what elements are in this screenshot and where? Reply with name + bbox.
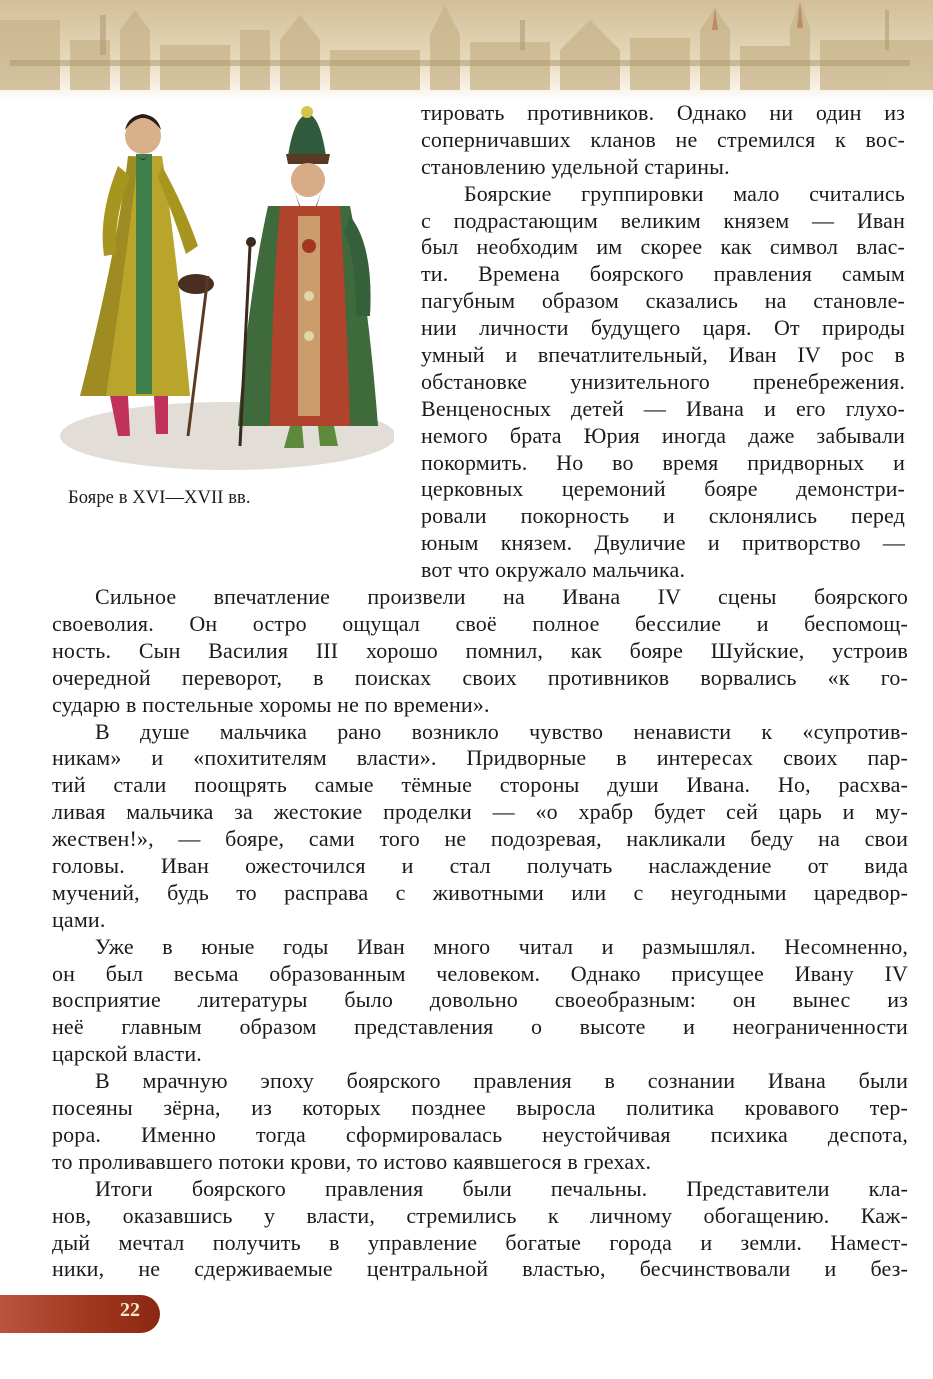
text-line: ливая мальчика за жестокие проделки — «о храбр будет сей царь и му- [52,799,908,825]
text-line: восприятие литературы было довольно своеобразным: он вынес из [52,987,908,1013]
text-line: покормить. Но во время придворных и [421,449,905,475]
text-line: головы. Иван ожесточился и стал получать наслаждение от вида [52,852,908,878]
text-line: обстановке унизительного пренебрежения. [421,368,905,394]
paragraph-full-3 [52,934,908,1068]
text-line: Венценосных детей — Ивана и его глухо- [421,395,905,421]
text-line: был необходим им скорее как символ влас- [421,234,905,260]
text-line: пагубным образом сказались на становле- [421,288,905,314]
text-line: неё главным образом представления о высоте и неограниченности [52,1014,908,1040]
city-panorama-illustration [0,0,933,100]
text-line: вот что окружало мальчика. [421,557,686,583]
text-line: Сильное впечатление произвели на Ивана IV сцены боярского [95,584,908,609]
page-number-tab [0,1295,160,1333]
text-line: ники, не сдерживаемые центральной властью, бесчинствовали и без- [52,1256,908,1282]
text-line: ти. Времена боярского правления самым [421,261,905,287]
text-line: В душе мальчика рано возникло чувство ненависти к «супротив- [95,718,908,744]
paragraph-right-1 [421,100,905,181]
text-line: ность. Сын Василия III хорошо помнил, как бояре Шуйские, устроив [52,637,908,663]
text-line: Боярские группировки мало считались [464,180,905,206]
boyars-illustration [58,96,394,470]
text-line: тировать противников. Однако ни один из [421,100,905,125]
text-line: становлению удельной старины. [421,153,730,179]
text-line: Уже в юные годы Иван много читал и размышлял. Несомненно, [95,933,908,959]
text-line: немого брата Юрия иногда даже забывали [421,422,905,448]
text-line: Итоги боярского правления были печальны. Представители кла- [95,1175,908,1201]
text-line: мучений, будь то расправа с животными или с неугодными царедвор- [52,879,908,905]
text-line: тий стали поощрять самые тёмные стороны души Ивана. Но, расхва- [52,772,908,798]
text-line: сударю в постельные хоромы не по времени». [52,691,490,717]
paragraph-right-2 [421,181,905,584]
text-line: с подрастающим великим князем — Иван [421,207,905,233]
right-boyar-figure [238,106,378,448]
boyars-figures [58,96,394,470]
text-line: рора. Именно тогда сформировалась неустойчивая психика деспота, [52,1121,908,1147]
text-line: церковных церемоний бояре демонстри- [421,476,905,502]
left-boyar-figure [80,114,214,436]
text-line: никам» и «похитителям власти». Придворные в интересах своих пар- [52,745,908,771]
text-line: умный и впечатлительный, Иван IV рос в [421,342,905,368]
paragraph-full-4 [52,1068,908,1176]
text-line: очередной переворот, в поисках своих противников ворвались «к го- [52,664,908,690]
paragraph-full-1 [52,584,908,718]
text-line: ровали покорность и склонялись перед [421,503,905,529]
paragraph-full-2 [52,719,908,934]
text-line: дый мечтал получить в управление богатые города и земли. Намест- [52,1229,908,1255]
text-line: то проливавшего потоки крови, то истово каявшегося в грехах. [52,1148,652,1174]
illustration-caption: Бояре в XVI—XVII вв. [68,488,251,508]
header-banner [0,0,933,100]
text-line: нов, оказавшись у власти, стремились к личному обогащению. Каж- [52,1202,908,1228]
page-number: 22 [120,1299,140,1321]
text-line: цами. [52,906,106,932]
text-line: своеволия. Он остро ощущал своё полное бессилие и беспомощ- [52,610,908,636]
text-line: жествен!», — бояре, сами того не подозревая, накликали беду на свои [52,826,908,852]
paragraph-full-5 [52,1176,908,1284]
text-line: царской власти. [52,1041,202,1067]
text-line: нии личности будущего царя. От природы [421,315,905,341]
text-line: посеяны зёрна, из которых позднее выросла политика кровавого тер- [52,1095,908,1121]
text-line: соперничавших кланов не стремился к вос- [421,126,905,152]
text-line: юным князем. Двуличие и притворство — [421,530,905,556]
text-line: В мрачную эпоху боярского правления в сознании Ивана были [95,1068,908,1094]
text-line: он был весьма образованным человеком. Однако присущее Ивану IV [52,960,908,986]
